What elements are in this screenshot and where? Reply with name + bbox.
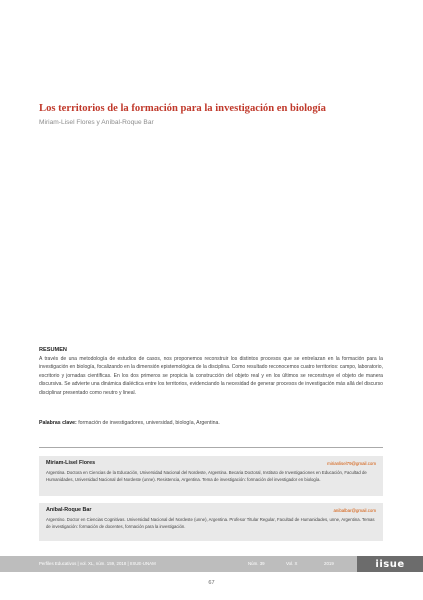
footer-year: 2019 xyxy=(324,561,334,566)
publisher-logo xyxy=(357,556,423,572)
footer-journal: Perfiles Educativos | vol. XL, núm. 159, 2018 | IISUE-UNAM xyxy=(39,561,156,566)
author-bio: Argentino. Doctor en Ciencias Cognitivas. Universidad Nacional del Nordeste (unne), Argentina. Profesor Titular Regular, Facultad de Humanidades, unne, Argentina. Temas de investigación: formación de docentes, formación para la investigación. xyxy=(46,517,375,530)
page-number: 67 xyxy=(208,580,215,586)
footer-bar xyxy=(0,556,423,572)
keywords xyxy=(39,419,383,427)
divider xyxy=(39,447,383,448)
abstract-heading: RESUMEN xyxy=(39,347,67,353)
footer-volume: Vol. X xyxy=(286,561,298,566)
logo-text: iisue xyxy=(375,558,405,570)
author-email[interactable]: anibalbar@gmail.com xyxy=(333,508,376,513)
author-email[interactable]: mirianlisel79@gmail.com xyxy=(327,461,376,466)
author-bio: Argentina. Doctora en Ciencias de la Educación, Universidad Nacional del Nordeste, Argentina. Becaria Doctoral, Instituto de Investigaciones en Educación, Facultad de Humanidades, Universidad Nacional del Nordeste (unne). Resistencia, Argentina. Tema de investigación: formación del investigador en biología. xyxy=(46,470,367,483)
author-card xyxy=(39,503,383,541)
author-card xyxy=(39,456,383,496)
keywords-text: formación de investigadores, universidad, biología, Argentina. xyxy=(78,420,220,426)
article-title: Los territorios de la formación para la investigación en biología xyxy=(39,103,326,114)
keywords-label: Palabras clave: xyxy=(39,420,77,426)
author-name: Aníbal-Roque Bar xyxy=(46,507,92,513)
footer-issue: Núm. 39 xyxy=(248,561,265,566)
abstract-text: A través de una metodología de estudios de casos, nos proponemos reconstruir los distintos procesos que se entrelazan en la formación para la investigación en biología, focalizando en la dimensión epistemológica de la disciplina. Como resultado reconocemos cuatro territorios: campo, laboratorio, escritorio y jornadas científicas. En los dos primeros se propicia la construcción del objeto real y en los últimos se reconstruye el objeto de manera discursiva. Se advierte una dinámica dialéctica entre los territorios, evidenciando la necesidad de generar procesos de investigación más allá del discurso disciplinar presentado como neutro y lineal. xyxy=(39,356,383,396)
author-name: Miriam-Lisel Flores xyxy=(46,460,96,466)
article-authors: Miriam-Lisel Flores y Aníbal-Roque Bar xyxy=(39,119,154,126)
